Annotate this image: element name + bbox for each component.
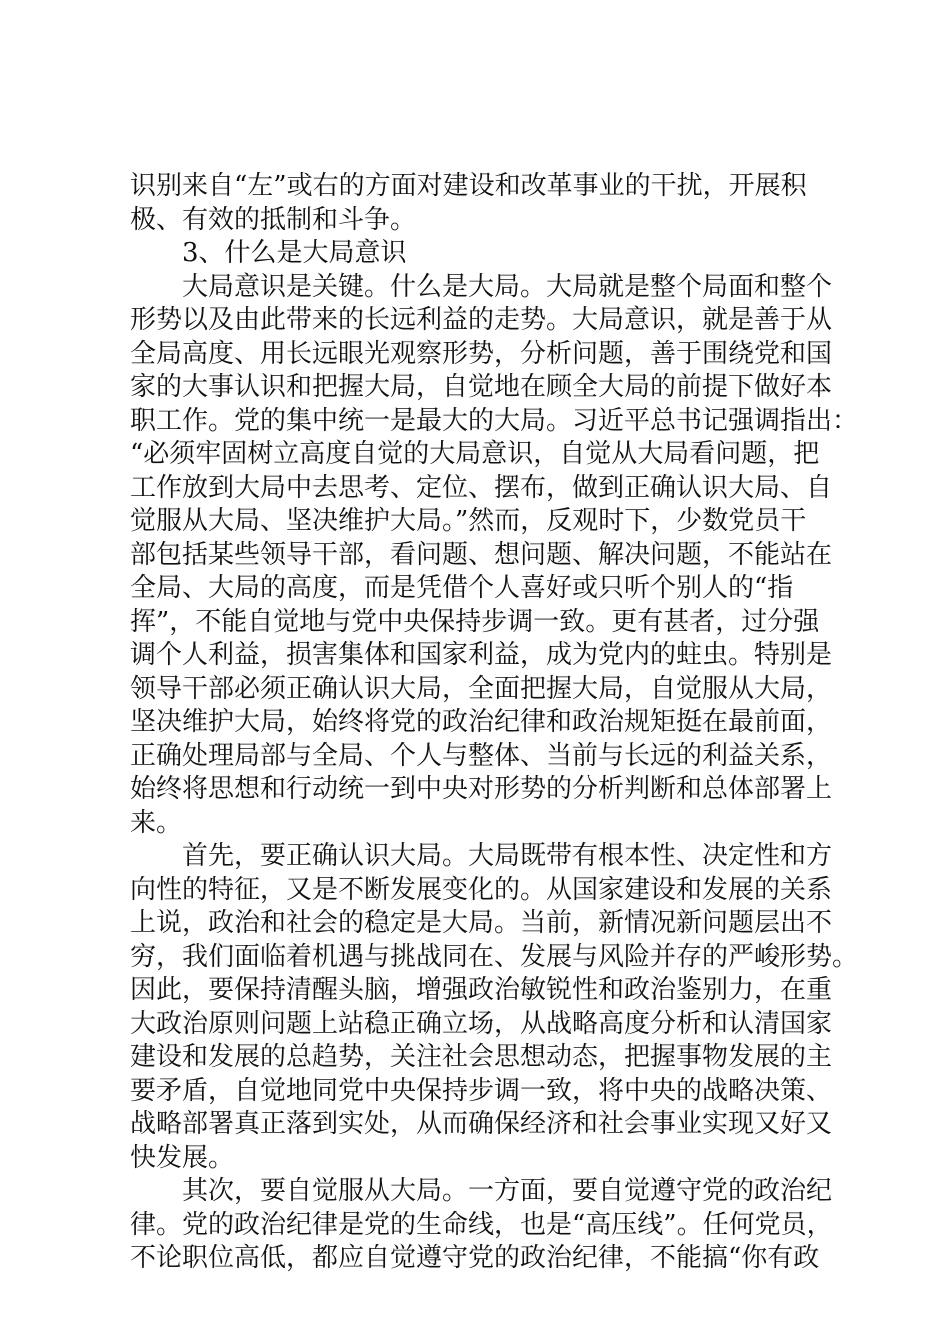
text-line: 全局、大局的高度，而是凭借个人喜好或只听个别人的“指 bbox=[130, 573, 794, 603]
text-line: 战略部署真正落到实处，从而确保经济和社会事业实现又好又 bbox=[130, 1109, 833, 1139]
text-line: 家的大事认识和把握大局，自觉地在顾全大局的前提下做好本 bbox=[130, 372, 833, 402]
text-line: 职工作。党的集中统一是最大的大局。习近平总书记强调指出： bbox=[130, 405, 859, 436]
text-line: 快发展。 bbox=[130, 1142, 235, 1173]
text-line: 大政治原则问题上站稳正确立场，从战略高度分析和认清国家 bbox=[130, 1008, 833, 1039]
text-line: 首先，要正确认识大局。大局既带有根本性、决定性和方 bbox=[130, 841, 833, 871]
text-line: 领导干部必须正确认识大局，全面把握大局，自觉服从大局， bbox=[130, 673, 833, 704]
text-line: 要矛盾，自觉地同党中央保持步调一致，将中央的战略决策、 bbox=[130, 1075, 833, 1106]
text-line: 建设和发展的总趋势，关注社会思想动态，把握事物发展的主 bbox=[130, 1042, 833, 1072]
text-line: 正确处理局部与全局、个人与整体、当前与长远的利益关系， bbox=[130, 740, 833, 771]
text-line: 觉服从大局、坚决维护大局。”然而，反观时下，少数党员干 bbox=[130, 506, 807, 536]
text-line: 大局意识是关键。什么是大局。大局就是整个局面和整个 bbox=[130, 271, 833, 302]
text-line: 极、有效的抵制和斗争。 bbox=[130, 204, 417, 235]
text-line: 工作放到大局中去思考、定位、摆布，做到正确认识大局、自 bbox=[130, 472, 833, 503]
text-line: 3、什么是大局意识 bbox=[130, 238, 407, 268]
text-line: 部包括某些领导干部，看问题、想问题、解决问题，不能站在 bbox=[130, 539, 833, 570]
text-line: 穷，我们面临着机遇与挑战同在、发展与风险并存的严峻形势。 bbox=[130, 941, 859, 972]
text-line: 其次，要自觉服从大局。一方面，要自觉遵守党的政治纪 bbox=[130, 1176, 833, 1206]
text-line: 挥”，不能自觉地与党中央保持步调一致。更有甚者，过分强 bbox=[130, 606, 820, 637]
text-line: “必须牢固树立高度自觉的大局意识，自觉从大局看问题，把 bbox=[130, 439, 820, 469]
text-line: 识别来自“左”或右的方面对建设和改革事业的干扰，开展积 bbox=[130, 171, 807, 201]
text-line: 坚决维护大局，始终将党的政治纪律和政治规矩挺在最前面， bbox=[130, 707, 833, 737]
text-line: 始终将思想和行动统一到中央对形势的分析判断和总体部署上 bbox=[130, 774, 833, 804]
text-line: 律。党的政治纪律是党的生命线，也是“高压线”。任何党员， bbox=[130, 1209, 833, 1240]
document-body bbox=[130, 170, 859, 1276]
text-line: 不论职位高低，都应自觉遵守党的政治纪律，不能搞“你有政 bbox=[130, 1243, 820, 1273]
text-line: 上说，政治和社会的稳定是大局。当前，新情况新问题层出不 bbox=[130, 908, 833, 938]
text-line: 形势以及由此带来的长远利益的走势。大局意识，就是善于从 bbox=[130, 305, 833, 335]
text-line: 全局高度、用长远眼光观察形势，分析问题，善于围绕党和国 bbox=[130, 338, 833, 369]
text-line: 因此，要保持清醒头脑，增强政治敏锐性和政治鉴别力，在重 bbox=[130, 975, 833, 1005]
text-line: 来。 bbox=[130, 807, 183, 838]
text-line: 调个人利益，损害集体和国家利益，成为党内的蛀虫。特别是 bbox=[130, 640, 833, 670]
text-line: 向性的特征，又是不断发展变化的。从国家建设和发展的关系 bbox=[130, 874, 833, 905]
